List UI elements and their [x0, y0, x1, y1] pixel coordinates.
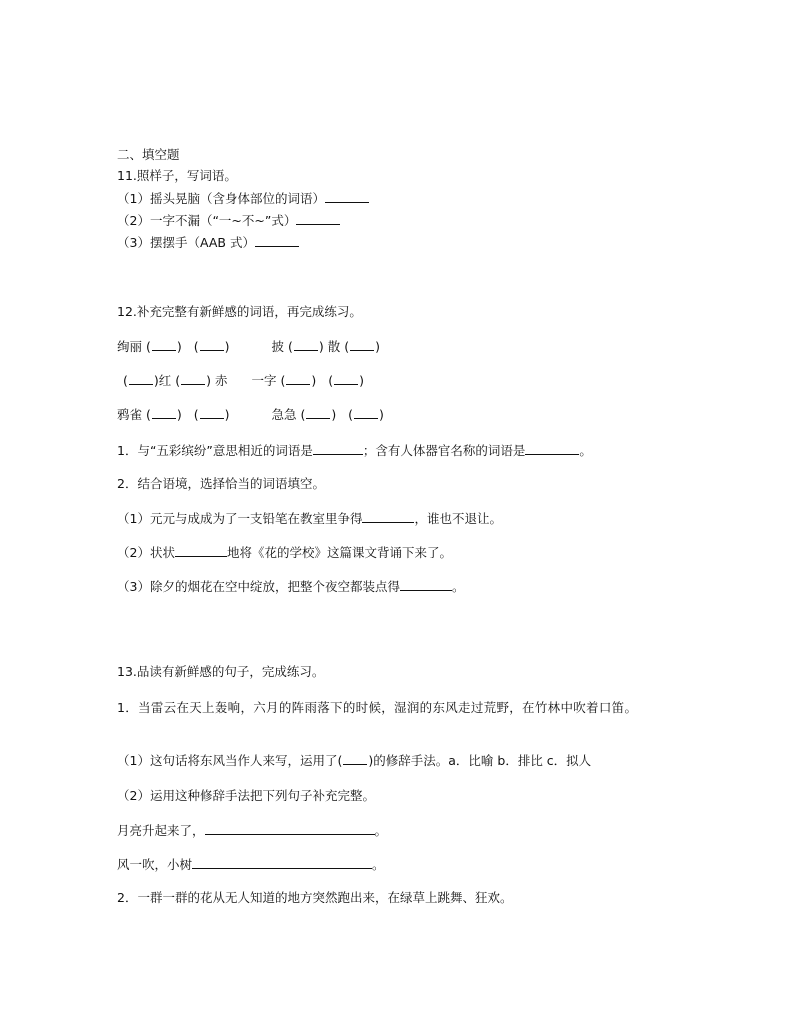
q12-sentence-3 — [117, 577, 464, 596]
q12-practice-1 — [117, 441, 592, 460]
paren-blank[interactable]: ( ) — [146, 407, 182, 422]
paren-blank[interactable]: ( ) — [146, 339, 182, 354]
q12-sentence-2 — [117, 543, 452, 562]
q12-s1-a: （1）元元与成成为了一支铅笔在教室里争得 — [117, 511, 363, 526]
paren-blank[interactable]: ( ) — [328, 373, 365, 388]
q13-wind-text: 风一吹，小树 — [117, 857, 193, 872]
paren-blank[interactable]: ( ) — [193, 339, 230, 354]
q12-p1-blank-2[interactable] — [525, 441, 579, 455]
q13-moon-end: 。 — [374, 823, 388, 838]
word-4: 红 — [158, 373, 172, 388]
word-7: 鸦雀 — [117, 407, 143, 422]
paren-blank[interactable]: ( ) — [300, 407, 337, 422]
q13-title: 13.品读有新鲜感的句子，完成练习。 — [117, 664, 325, 679]
q12-p1-blank-1[interactable] — [313, 441, 363, 455]
q13-s1-a: （1）这句话将东风当作人来写，运用了 — [117, 753, 338, 768]
q12-row-1 — [117, 338, 380, 356]
q13-s1-b: 的修辞手法。a．比喻 b．排比 c．拟人 — [373, 753, 592, 768]
q11-title: 11.照样子，写词语。 — [117, 168, 237, 183]
q11-item-3-text: （3）摆摆手（AAB 式） — [117, 235, 255, 250]
q13-moon-text: 月亮升起来了， — [117, 823, 205, 838]
paren-blank[interactable]: ( ) — [193, 407, 230, 422]
word-3: 散 — [327, 339, 341, 354]
q12-practice-2: 2．结合语境，选择恰当的词语填空。 — [117, 476, 325, 491]
q13-passage-1: 1．当雷云在天上轰响，六月的阵雨落下的时候，湿润的东风走过荒野，在竹林中吹着口笛。 — [117, 700, 638, 715]
q11-item-2-text: （2）一字不漏（“一~不~”式） — [117, 213, 297, 228]
word-6: 一字 — [251, 373, 277, 388]
word-1: 绚丽 — [117, 339, 143, 354]
q12-p1-end: 。 — [579, 443, 592, 458]
paren-blank[interactable]: ( ) — [280, 373, 317, 388]
q13-moon-blank[interactable] — [205, 821, 375, 835]
word-5: 赤 — [215, 373, 228, 388]
q11-item-1 — [117, 189, 369, 208]
q13-sub-2: （2）运用这种修辞手法把下列句子补充完整。 — [117, 788, 375, 803]
paren-blank[interactable]: ( ) — [344, 339, 380, 354]
q12-s3-a: （3）除夕的烟花在空中绽放，把整个夜空都装点得 — [117, 579, 400, 594]
q12-s2-blank[interactable] — [175, 543, 227, 557]
q13-wind-blank[interactable] — [192, 855, 372, 869]
paren-blank[interactable]: ( ) — [337, 753, 374, 768]
q12-s2-a: （2）状状 — [117, 545, 175, 560]
q12-sentence-1 — [117, 509, 502, 528]
q12-s3-blank[interactable] — [400, 577, 452, 591]
paren-blank[interactable]: ( ) — [287, 339, 324, 354]
q12-row-2 — [123, 372, 364, 390]
paren-blank[interactable]: ( ) — [348, 407, 384, 422]
q11-item-2 — [117, 211, 340, 230]
q13-moon-line — [117, 821, 387, 840]
q13-wind-line — [117, 855, 385, 874]
q11-item-3 — [117, 233, 299, 252]
q12-s2-b: 地将《花的学校》这篇课文背诵下来了。 — [226, 545, 452, 560]
q11-item-1-text: （1）摇头晃脑（含身体部位的词语） — [117, 191, 325, 206]
q12-p1-a: 1．与“五彩缤纷”意思相近的词语是 — [117, 443, 313, 458]
word-2: 披 — [271, 339, 284, 354]
q13-wind-end: 。 — [372, 857, 385, 872]
q13-passage-2: 2．一群一群的花从无人知道的地方突然跑出来，在绿草上跳舞、狂欢。 — [117, 890, 513, 905]
paren-blank[interactable]: ( ) — [175, 373, 212, 388]
paren-blank[interactable]: ( ) — [123, 373, 159, 388]
word-8: 急急 — [271, 407, 297, 422]
q12-s1-blank[interactable] — [362, 509, 414, 523]
q12-title: 12.补充完整有新鲜感的词语，再完成练习。 — [117, 304, 362, 319]
q11-blank-1[interactable] — [325, 189, 369, 203]
q12-p1-b: ；含有人体器官名称的词语是 — [362, 443, 526, 458]
q13-sub-1 — [117, 752, 591, 770]
q11-blank-3[interactable] — [255, 233, 299, 247]
section-title: 二、填空题 — [117, 147, 180, 162]
q11-blank-2[interactable] — [296, 211, 340, 225]
q12-s3-b: 。 — [451, 579, 465, 594]
q12-s1-b: ，谁也不退让。 — [414, 511, 502, 526]
q12-row-3 — [117, 406, 384, 424]
